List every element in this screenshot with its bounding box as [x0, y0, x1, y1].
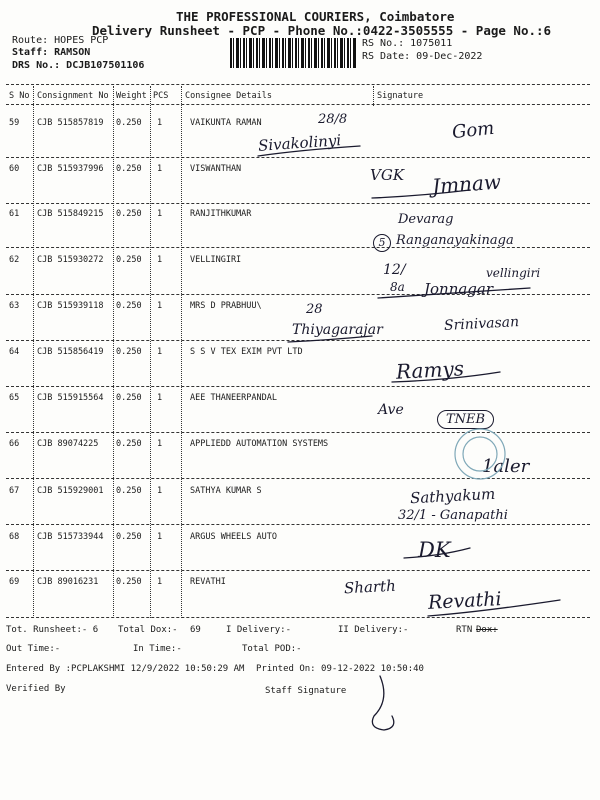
- company-title: THE PROFESSIONAL COURIERS, Coimbatore: [176, 9, 455, 24]
- col-pcs: PCS: [153, 91, 169, 101]
- row-consignee: REVATHI: [190, 577, 226, 587]
- row-consignee: APPLIEDD AUTOMATION SYSTEMS: [190, 439, 329, 449]
- row-consignee: SATHYA KUMAR S: [190, 486, 262, 496]
- row-consignment: CJB 515930272: [37, 255, 104, 265]
- handwriting-r62-a: 12/: [383, 262, 406, 278]
- col-consignee: Consignee Details: [185, 91, 272, 101]
- total-dox-count: 69: [190, 625, 201, 635]
- entered-by: Entered By :PCPLAKSHMI 12/9/2022 10:50:29 AM: [6, 664, 245, 674]
- row-pcs: 1: [157, 118, 163, 128]
- col-consignment: Consignment No: [37, 91, 109, 101]
- row-consignment: CJB 515856419: [37, 347, 104, 357]
- handwriting-r60-b: Jmnaw: [431, 169, 502, 199]
- row-consignee: S S V TEX EXIM PVT LTD: [190, 347, 303, 357]
- row-sno: 66: [9, 439, 20, 449]
- handwriting-r63-a: 28: [306, 302, 323, 317]
- total-pod: Total POD:-: [242, 644, 302, 654]
- row-pcs: 1: [157, 486, 163, 496]
- row-pcs: 1: [157, 347, 163, 357]
- row-weight: 0.250: [116, 347, 142, 357]
- row-consignee: VELLINGIRI: [190, 255, 242, 265]
- row-weight: 0.250: [116, 532, 142, 542]
- out-time: Out Time:-: [6, 644, 61, 654]
- handwriting-r62-c: vellingiri: [486, 266, 541, 280]
- handwriting-r64-a: Ramys: [395, 356, 465, 384]
- verified-by: Verified By: [6, 684, 66, 694]
- row-sno: 60: [9, 164, 20, 174]
- handwriting-r69-a: Sharth: [343, 576, 397, 598]
- ii-delivery: II Delivery:-: [338, 625, 409, 635]
- handwriting-r65-a: Ave: [378, 402, 404, 418]
- stamp-seal: [452, 426, 508, 482]
- row-consignment: CJB 515929001: [37, 486, 104, 496]
- handwriting-r62-d: Jonnagar: [424, 280, 494, 298]
- printed-on: Printed On: 09-12-2022 10:50:40: [256, 664, 424, 674]
- row-sno: 68: [9, 532, 20, 542]
- row-pcs: 1: [157, 393, 163, 403]
- row-consignee: AEE THANEERPANDAL: [190, 393, 277, 403]
- row-consignee: VAIKUNTA RAMAN: [190, 118, 262, 128]
- handwriting-r61-a: Devarag: [398, 212, 454, 227]
- row-consignment: CJB 515857819: [37, 118, 104, 128]
- row-consignment: CJB 515849215: [37, 209, 104, 219]
- row-consignment: CJB 515937996: [37, 164, 104, 174]
- row-sno: 62: [9, 255, 20, 265]
- row-pcs: 1: [157, 439, 163, 449]
- staff-signature-label: Staff Signature: [265, 686, 347, 696]
- row-weight: 0.250: [116, 577, 142, 587]
- handwriting-r59-b: Sivakolinyi: [257, 131, 342, 155]
- row-pcs: 1: [157, 255, 163, 265]
- handwriting-r65-b: TNEB: [437, 410, 494, 429]
- row-consignee: RANJITHKUMAR: [190, 209, 252, 219]
- handwriting-r63-c: Srinivasan: [443, 314, 520, 334]
- runsheet-line: Delivery Runsheet - PCP - Phone No.:0422-3505555 - Page No.:6: [92, 23, 552, 38]
- row-consignee: VISWANTHAN: [190, 164, 242, 174]
- row-sno: 65: [9, 393, 20, 403]
- route-label: Route: HOPES PCP: [12, 35, 109, 46]
- row-weight: 0.250: [116, 164, 142, 174]
- row-weight: 0.250: [116, 393, 142, 403]
- row-weight: 0.250: [116, 486, 142, 496]
- handwriting-r62-b: 8a: [390, 280, 405, 294]
- handwriting-r61-c: Ranganayakinaga: [396, 233, 514, 248]
- drs-number: DRS No.: DCJB107501106: [12, 60, 145, 71]
- row-sno: 69: [9, 577, 20, 587]
- row-pcs: 1: [157, 532, 163, 542]
- col-weight: Weight: [116, 91, 147, 101]
- handwriting-r67-b: 32/1 - Ganapathi: [398, 508, 508, 523]
- row-consignee: ARGUS WHEELS AUTO: [190, 532, 277, 542]
- row-consignment: CJB 515733944: [37, 532, 104, 542]
- row-sno: 63: [9, 301, 20, 311]
- handwriting-r59-a: 28/8: [318, 112, 348, 127]
- row-sno: 67: [9, 486, 20, 496]
- row-pcs: 1: [157, 301, 163, 311]
- rs-number: RS No.: 1075011: [362, 38, 453, 49]
- in-time: In Time:-: [133, 644, 182, 654]
- row-consignee: MRS D PRABHUU\: [190, 301, 262, 311]
- handwriting-r60-a: VGK: [370, 166, 405, 184]
- total-dox-label: Total Dox:-: [118, 625, 178, 635]
- handwriting-r61-b: 5: [373, 234, 391, 252]
- staff-label: Staff: RAMSON: [12, 47, 91, 58]
- handwriting-r63-b: Thiyagarajar: [292, 322, 383, 338]
- row-sno: 59: [9, 118, 20, 128]
- handwriting-r66-a: 1aler: [482, 456, 530, 477]
- row-consignment: CJB 515939118: [37, 301, 104, 311]
- tot-runsheet: Tot. Runsheet:- 6: [6, 625, 99, 635]
- row-weight: 0.250: [116, 301, 142, 311]
- col-sno: S No: [9, 91, 30, 101]
- handwriting-r67-a: Sathyakum: [409, 484, 496, 508]
- row-consignment: CJB 89016231: [37, 577, 99, 587]
- row-consignment: CJB 89074225: [37, 439, 99, 449]
- row-pcs: 1: [157, 164, 163, 174]
- row-sno: 64: [9, 347, 20, 357]
- row-sno: 61: [9, 209, 20, 219]
- row-pcs: 1: [157, 209, 163, 219]
- row-pcs: 1: [157, 577, 163, 587]
- i-delivery: I Delivery:-: [226, 625, 292, 635]
- row-weight: 0.250: [116, 255, 142, 265]
- handwriting-r59-c: Gom: [451, 117, 496, 144]
- row-weight: 0.250: [116, 209, 142, 219]
- handwriting-r69-b: Revathi: [427, 588, 503, 614]
- row-weight: 0.250: [116, 439, 142, 449]
- row-weight: 0.250: [116, 118, 142, 128]
- rs-date: RS Date: 09-Dec-2022: [362, 51, 483, 62]
- rtn-label: RTN: [456, 625, 473, 635]
- rtn-dox-struck: Dox:: [476, 625, 498, 635]
- handwriting-r68-a: DK: [418, 538, 451, 562]
- col-signature: Signature: [377, 91, 424, 101]
- row-consignment: CJB 515915564: [37, 393, 104, 403]
